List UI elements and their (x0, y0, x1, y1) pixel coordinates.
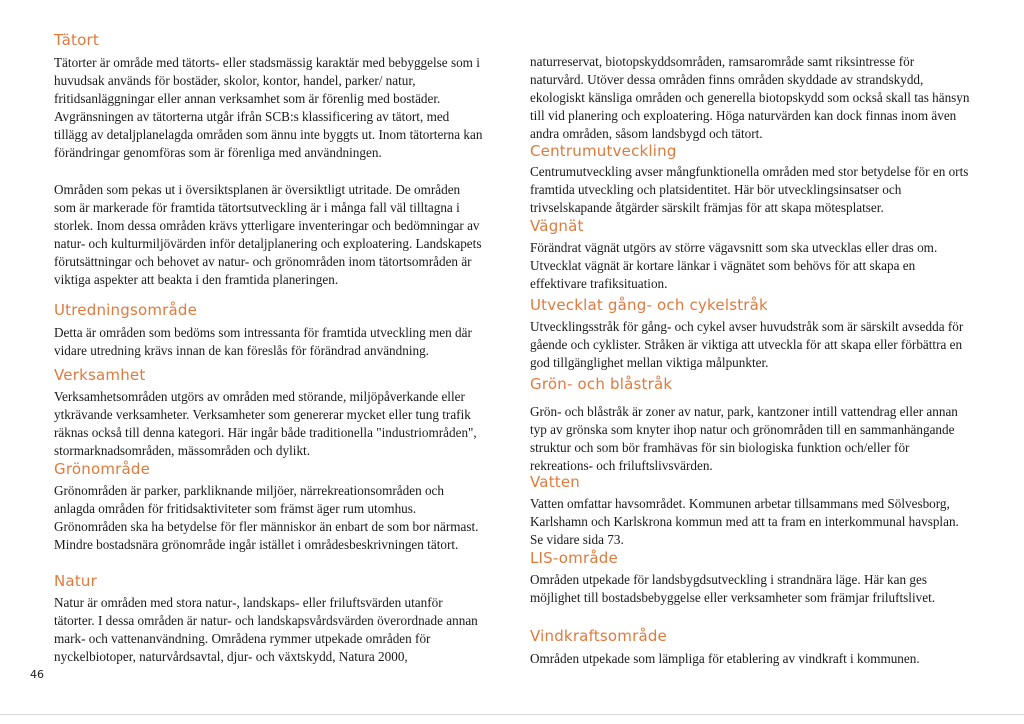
verksamhet-paragraph: Verksamhetsområden utgörs av områden med störande, miljöpåverkande eller ytkrävande verksamheter. Verksamheter som genererar mycket eller tung trafik räknas också till denna kategori. Här ingår både traditionella "industriområden", stormarknadsområden, mässområden och dylikt. (54, 389, 477, 458)
vatten-paragraph: Vatten omfattar havsområdet. Kommunen arbetar tillsammans med Sölvesborg, Karlshamn och Karlskrona kommun med att ta fram en interkommunal havsplan. Se vidare sida 73. (530, 496, 959, 547)
heading-tatort: Tätort (54, 31, 99, 49)
heading-verksamhet: Verksamhet (54, 366, 146, 384)
bottom-divider (0, 714, 1024, 715)
heading-vagnat: Vägnät (530, 217, 584, 235)
gronomrade-paragraph: Grönområden är parker, parkliknande miljöer, närrekreationsområden och anlagda områden för fritidsaktiviteter som främst äger rum utomhus. Grönområden ska ha betydelse för fler människor än enbart de som bor närmast. Mindre bostadsnära grönområde ingår istället i områdesbeskrivningen tätort. (54, 483, 479, 552)
natur-paragraph: Natur är områden med stora natur-, landskaps- eller friluftsvärden utanför tätorter. I dessa områden är natur- och landskapsvårdsvärden överordnade annan mark- och vattenanvändning. Områdena rymmer utpekade områden för nyckelbiotoper, naturvårdsavtal, djur- och växtskydd, Natura 2000, (54, 595, 478, 664)
heading-utredningsomrade: Utredningsområde (54, 301, 198, 319)
heading-gang-och-cykelstrak: Utvecklat gång- och cykelstråk (530, 296, 768, 314)
heading-vindkraftsomrade: Vindkraftsområde (530, 627, 667, 645)
page-number: 46 (30, 668, 44, 681)
tatort-paragraph-1: Tätorter är område med tätorts- eller stadsmässig karaktär med bebyggelse som i huvudsak används för bostäder, skolor, kontor, handel, parker/ natur, fritidsanläggningar eller annan verksamhet som är förenlig med bostäder. Avgränsningen av tätorterna utgår ifrån SCB:s klassificering av tätort, med tillägg av detaljplanelagda områden som ännu inte byggts ut. Inom tätorterna kan förändringar genomföras som är förenliga med användningen. (54, 55, 483, 160)
heading-lis-omrade: LIS-område (530, 549, 618, 567)
centrumutveckling-paragraph: Centrumutveckling avser mångfunktionella områden med stor betydelse för en orts framtida utveckling och platsidentitet. Här bör utvecklingsinsatser och trivselskapande åtgärder särskilt främjas för att skapa mötesplatser. (530, 164, 969, 215)
gron-och-blastrak-paragraph: Grön- och blåstråk är zoner av natur, park, kantzoner intill vattendrag eller annan typ av grönska som knyter ihop natur och grönområden till en sammanhängande struktur och som bör framhävas för sin biologiska funktion och/eller för rekreations- och friluftslivsvärden. (530, 404, 958, 473)
heading-gronomrade: Grönområde (54, 460, 151, 478)
heading-centrumutveckling: Centrumutveckling (530, 142, 677, 160)
vagnat-paragraph: Förändrat vägnät utgörs av större vägavsnitt som ska utvecklas eller dras om. Utvecklat vägnät är kortare länkar i vägnätet som behövs för att skapa en effektivare trafiksituation. (530, 240, 938, 291)
lis-omrade-paragraph: Områden utpekade för landsbygdsutveckling i strandnära läge. Här kan ges möjlighet till bostadsbebyggelse eller verksamheter som främjar friluftslivet. (530, 572, 936, 605)
gang-och-cykelstrak-paragraph: Utvecklingsstråk för gång- och cykel avser huvudstråk som är särskilt avsedda för gående och cyklister. Stråken är viktiga att utveckla för att skapa eller förbättra en god tillgänglighet mellan viktiga målpunkter. (530, 319, 964, 370)
vindkraftsomrade-paragraph: Områden utpekade som lämpliga för etablering av vindkraft i kommunen. (530, 651, 920, 666)
heading-gron-och-blastrak: Grön- och blåstråk (530, 375, 673, 393)
heading-natur: Natur (54, 572, 97, 590)
utredningsomrade-paragraph: Detta är områden som bedöms som intressanta för framtida utveckling men där vidare utredning krävs innan de kan föreslås för förändrad användning. (54, 325, 472, 358)
tatort-paragraph-2: Områden som pekas ut i översiktsplanen är översiktligt utritade. De områden som är markerade för framtida tätortsutveckling är i många fall väl tilltagna i storlek. Inom dessa områden krävs ytterligare inventeringar och bedömningar av natur- och kulturmiljövärden inför detaljplanering och exploatering. Landskapets förutsättningar och behovet av natur- och grönområden inom tätortsområden är viktiga aspekter att beakta i den framtida planeringen. (54, 182, 482, 287)
natur-paragraph-continued: naturreservat, biotopskyddsområden, ramsarområde samt riksintresse för naturvård. Utöver dessa områden finns områden skyddade av strandskydd, ekologiskt känsliga områden och generella biotopskydd som också skall tas hänsyn till vid planering och exploatering. Höga naturvärden kan dock finnas inom även andra områden, såsom landsbygd och tätort. (530, 54, 970, 141)
heading-vatten: Vatten (530, 473, 580, 491)
